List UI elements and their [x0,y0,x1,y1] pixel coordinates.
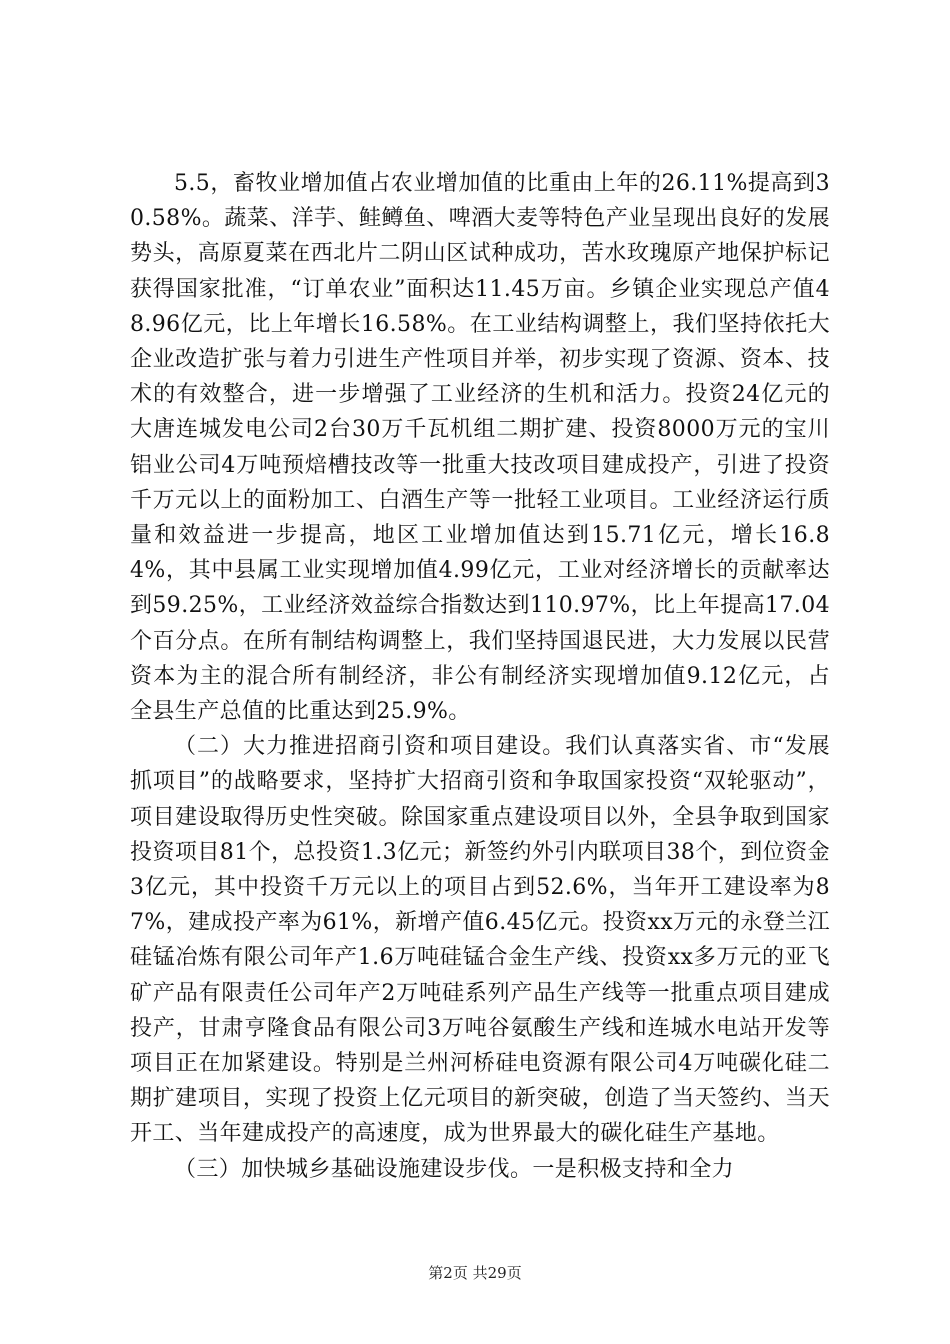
paragraph-section-three: （三）加快城乡基础设施建设步伐。一是积极支持和全力 [174,1156,735,1182]
paragraph-continuation: 5.5，畜牧业增加值占农业增加值的比重由上年的26.11%提高到30.58%。蔬菜、洋芋、鲑鳟鱼、啤酒大麦等特色产业呈现出良好的发展势头，高原夏菜在西北片二阴山区试种成功，苦水玫瑰原产地保护标记获得国家批准，“订单农业”面积达11.45万亩。乡镇企业实现总产值48.96亿元，比上年增长16.58%。在工业结构调整上，我们坚持依托大企业改造扩张与着力引进生产性项目并举，初步实现了资源、资本、技术的有效整合，进一步增强了工业经济的生机和活力。投资24亿元的大唐连城发电公司2台30万千瓦机组二期扩建、投资8000万元的宝川铝业公司4万吨预焙槽技改等一批重大技改项目建成投产，引进了投资千万元以上的面粉加工、白酒生产等一批轻工业项目。工业经济运行质量和效益进一步提高，地区工业增加值达到15.71亿元，增长16.84%，其中县属工业实现增加值4.99亿元，工业对经济增长的贡献率达到59.25%，工业经济效益综合指数达到110.97%，比上年提高17.04个百分点。在所有制结构调整上，我们坚持国退民进，大力发展以民营资本为主的混合所有制经济，非公有制经济实现增加值9.12亿元，占全县生产总值的比重达到25.9%。 [130,171,830,725]
page-footer: 第2页 共29页 [428,1264,522,1282]
document-body [130,166,830,1187]
paragraph-section-two: （二）大力推进招商引资和项目建设。我们认真落实省、市“发展抓项目”的战略要求，坚持扩大招商引资和争取国家投资“双轮驱动”，项目建设取得历史性突破。除国家重点建设项目以外，全县争取到国家投资项目81个，总投资1.3亿元；新签约外引内联项目38个，到位资金3亿元，其中投资千万元以上的项目占到52.6%，当年开工建设率为87%，建成投产率为61%，新增产值6.45亿元。投资xx万元的永登兰江硅锰冶炼有限公司年产1.6万吨硅锰合金生产线、投资xx多万元的亚飞矿产品有限责任公司年产2万吨硅系列产品生产线等一批重点项目建成投产，甘肃亨隆食品有限公司3万吨谷氨酸生产线和连城水电站开发等项目正在加紧建设。特别是兰州河桥硅电资源有限公司4万吨碳化硅二期扩建项目，实现了投资上亿元项目的新突破，创造了当天签约、当天开工、当年建成投产的高速度，成为世界最大的碳化硅生产基地。 [130,734,830,1147]
